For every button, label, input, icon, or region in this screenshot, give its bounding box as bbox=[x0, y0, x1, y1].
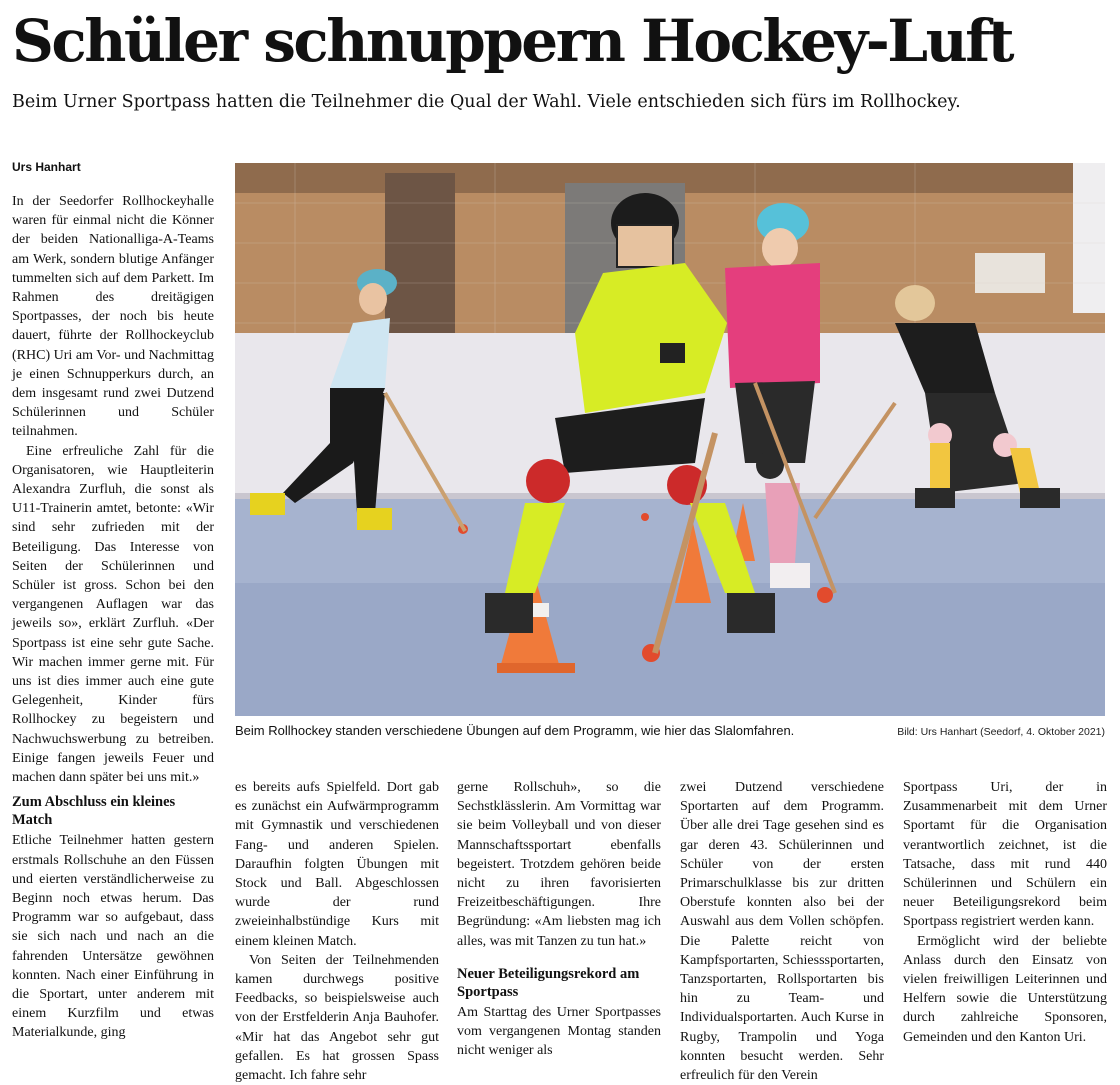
paragraph: Von Seiten der Teilnehmenden kamen durchwegs positive Feedbacks, so beispielsweise auch von der Erstfelderin Anja Bauhofer. «Mir hat das Angebot sehr gut gefallen. Es hat grossen Spass gemacht. Ich fahre sehr bbox=[235, 952, 439, 1084]
text-column-2 bbox=[235, 778, 439, 1084]
photo-caption: Beim Rollhockey standen verschiedene Übungen auf dem Programm, wie hier das Slalomfahren. bbox=[235, 723, 795, 738]
paragraph: Ermöglicht wird der beliebte Anlass durch den Einsatz von vielen freiwilligen Leiterinnen und Helfern sowie die Unterstützung durch zahlreiche Sponsoren, Gemeinden und den Kanton Uri. bbox=[903, 933, 1107, 1045]
section-heading: Neuer Beteiligungsrekord am Sportpass bbox=[457, 965, 640, 1000]
hockey-photo bbox=[235, 163, 1105, 716]
photo-caption-bar bbox=[235, 721, 1105, 743]
paragraph: es bereits aufs Spielfeld. Dort gab es zunächst ein Aufwärmprogramm mit Gymnastik und verschiedenen Fang- und anderen Spielen. Daraufhin folgten Übungen mit Stock und Ball. Abgeschlossen wurde der rund zweieinhalbstündige Kurs mit einem kleinen Match. bbox=[235, 780, 439, 949]
paragraph: gerne Rollschuh», so die Sechstklässlerin. Am Vormittag war sie beim Volleyball und von dieser Mannschaftssportart ebenfalls begeistert. Trotzdem gehören beide nicht zu ihren favorisierten Freizeitbeschäftigungen. Ihre Begründung: «Am liebsten mag ich alles, was mit Tanzen zu tun hat.» bbox=[457, 780, 661, 949]
paragraph: Am Starttag des Urner Sportpasses vom vergangenen Montag standen nicht weniger als bbox=[457, 1004, 661, 1059]
paragraph: zwei Dutzend verschiedene Sportarten auf dem Programm. Über alle drei Tage gesehen sind es gar deren 43. Schülerinnen und Schüler von der ersten Primarschulklasse bis zur dritten Oberstufe konnten also bei der Auswahl aus dem Vollen schöpfen. Die Palette reicht von Kampfsportarten, Schiesssportarten, Tanzsportarten, Rollsportarten bis hin zu Team- und Individualsportarten. Auch Kurse in Rugby, Trampolin und Yoga konnten besucht werden. Sehr erfreulich für den Verein bbox=[680, 780, 884, 1084]
paragraph: Sportpass Uri, der in Zusammenarbeit mit dem Urner Sportamt für die Organisation verantwortlich zeichnet, ist die Tatsache, dass mit rund 440 Schülerinnen und Schülern ein neuer Beteiligungsrekord beim Sportpass registriert werden kann. bbox=[903, 780, 1107, 930]
paragraph: In der Seedorfer Rollhockeyhalle waren für einmal nicht die Könner der beiden Nationalliga-A-Teams am Werk, sondern blutige Anfänger tummelten sich auf dem Parkett. Im Rahmen des dreitägigen Sportpasses, der noch bis heute dauert, führte der Rollhockeyclub (RHC) Uri am Vor- und Nachmittag je einen Schnupperkurs durch, an dem insgesamt rund zwei Dutzend Schülerinnen und Schüler teilnahmen. bbox=[12, 194, 214, 440]
text-column-4 bbox=[680, 778, 884, 1084]
text-column-5 bbox=[903, 778, 1107, 1074]
text-column-3 bbox=[457, 778, 661, 1074]
paragraph: Etliche Teilnehmer hatten gestern erstmals Rollschuhe an den Füssen und eierten verständlicherweise zu Beginn noch etwas herum. Das Programm war so aufgebaut, dass sie sich nach und nach an die fahrenden Untersätze gewöhnen konnten. Nach einer Einführung in die Sportart, unter anderem mit einem Kurzfilm und etwas Materialkunde, ging bbox=[12, 833, 214, 1041]
headline: Schüler schnuppern Hockey-Luft bbox=[12, 7, 1012, 75]
text-column-1 bbox=[12, 192, 214, 1072]
photo-credit: Bild: Urs Hanhart (Seedorf, 4. Oktober 2021) bbox=[897, 726, 1105, 738]
author-byline: Urs Hanhart bbox=[12, 160, 81, 174]
subheadline: Beim Urner Sportpass hatten die Teilnehmer die Qual der Wahl. Viele entschieden sich fürs im Rollhockey. bbox=[12, 92, 961, 112]
paragraph: Eine erfreuliche Zahl für die Organisatoren, wie Hauptleiterin Alexandra Zurfluh, die sonst als U11-Trainerin amtet, betonte: «Wir sind sehr zufrieden mit der Beteiligung. Das Interesse von Seiten der Schülerinnen und Schüler ist gross. Schon bei den vergangenen Auflagen war das jeweils so», erklärt Zurfluh. «Der Sportpass ist eine sehr gute Sache. Wir machen immer gerne mit. Für uns ist dies immer auch eine gute Gelegenheit, Kinder fürs Rollhockey zu begeistern und Nachwuchswerbung zu betreiben. Einige fangen jeweils Feuer und machen dann später bei uns mit.» bbox=[12, 443, 214, 786]
section-heading: Zum Abschluss ein kleines Match bbox=[12, 794, 176, 829]
